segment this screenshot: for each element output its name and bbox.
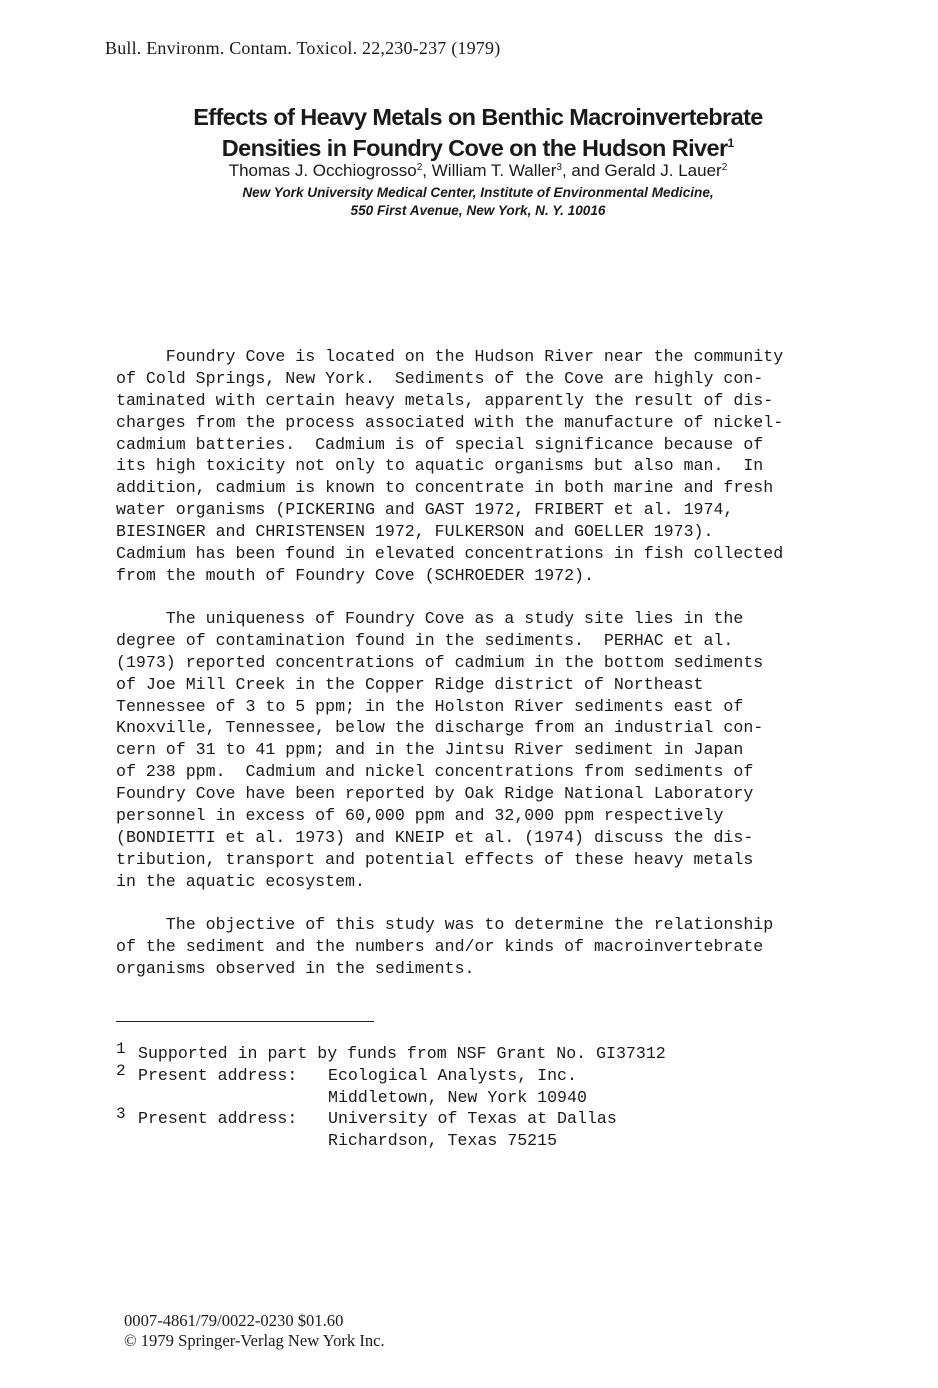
text-line: The uniqueness of Foundry Cove as a study site lies in the (116, 609, 744, 628)
footnote-divider (116, 1021, 374, 1022)
text-line: degree of contamination found in the sediments. PERHAC et al. (116, 630, 734, 650)
text-line: (BONDIETTI et al. 1973) and KNEIP et al. (1974) discuss the dis- (116, 827, 754, 847)
text-line: Knoxville, Tennessee, below the discharge from an industrial con- (116, 718, 764, 738)
text-line: personnel in excess of 60,000 ppm and 32,000 ppm respectively (116, 806, 724, 826)
author-3: , and Gerald J. Lauer (561, 161, 722, 180)
footnote-2-line-2: Middletown, New York 10940 (328, 1088, 587, 1107)
author-3-mark[interactable]: 2 (721, 162, 728, 173)
footnote-2-label: Present address: (138, 1066, 298, 1085)
paragraph-intro (116, 346, 783, 587)
footnote-2-line-1: Ecological Analysts, Inc. (328, 1066, 577, 1085)
issn-price-line: 0007-4861/79/0022-0230 $01.60 (124, 1311, 344, 1330)
text-line: Foundry Cove have been reported by Oak Ridge National Laboratory (116, 784, 754, 804)
text-line: Tennessee of 3 to 5 ppm; in the Holston River sediments east of (116, 696, 744, 716)
text-line: of the sediment and the numbers and/or kinds of macroinvertebrate (116, 936, 764, 956)
author-2: , William T. Waller (422, 161, 557, 180)
footnote-3-number: 3 (116, 1105, 126, 1123)
author-1-mark[interactable]: 2 (416, 162, 423, 173)
text-line: tribution, transport and potential effects of these heavy metals (116, 849, 754, 869)
author-1: Thomas J. Occhiogrosso (228, 161, 417, 180)
footnote-2-number: 2 (116, 1062, 126, 1080)
journal-reference: Bull. Environm. Contam. Toxicol. 22,230-237 (1979) (105, 38, 501, 58)
text-line: of Cold Springs, New York. Sediments of the Cove are highly con- (116, 368, 764, 388)
text-line: cern of 31 to 41 ppm; and in the Jintsu River sediment in Japan (116, 740, 744, 760)
footnote-3-line-1: University of Texas at Dallas (328, 1109, 617, 1128)
text-line: of 238 ppm. Cadmium and nickel concentrations from sediments of (116, 762, 754, 782)
text-line: taminated with certain heavy metals, apparently the result of dis- (116, 390, 774, 410)
title-footnote-mark[interactable]: 1 (727, 136, 735, 150)
text-line: in the aquatic ecosystem. (116, 871, 365, 891)
text-line: BIESINGER and CHRISTENSEN 1972, FULKERSON and GOELLER 1973). (116, 522, 714, 542)
text-line: water organisms (PICKERING and GAST 1972, FRIBERT et al. 1974, (116, 500, 734, 520)
footnote-2-continuation (116, 1087, 587, 1109)
article-title-line-1 (0, 104, 938, 130)
text-line: cadmium batteries. Cadmium is of special significance because of (116, 434, 764, 454)
text-line: charges from the process associated with the manufacture of nickel- (116, 412, 784, 432)
author-list (0, 157, 938, 182)
footnote-3 (116, 1105, 617, 1131)
footnote-1-number: 1 (116, 1040, 126, 1058)
affiliation-line-1: New York University Medical Center, Institute of Environmental Medicine, (242, 185, 714, 200)
author-2-mark[interactable]: 3 (556, 162, 562, 173)
title-line-1-text: Effects of Heavy Metals on Benthic Macroinvertebrate (193, 104, 763, 130)
footnote-3-line-2: Richardson, Texas 75215 (328, 1131, 558, 1150)
footnote-1 (116, 1040, 666, 1066)
text-line: its high toxicity not only to aquatic organisms but also man. In (116, 456, 764, 476)
title-line-2-text: Densities in Foundry Cove on the Hudson River (221, 135, 728, 161)
text-line: (1973) reported concentrations of cadmium in the bottom sediments (116, 652, 764, 672)
text-line: of Joe Mill Creek in the Copper Ridge district of Northeast (116, 674, 704, 694)
text-line: addition, cadmium is known to concentrate in both marine and fresh (116, 478, 774, 498)
footnote-3-label: Present address: (138, 1109, 298, 1128)
paragraph-objective (116, 914, 773, 980)
text-line: Cadmium has been found in elevated concentrations in fish collected (116, 544, 784, 564)
affiliation-line-2: 550 First Avenue, New York, N. Y. 10016 (350, 203, 606, 218)
text-line: The objective of this study was to determine the relationship (116, 915, 774, 934)
footnote-3-continuation (116, 1130, 557, 1152)
paragraph-uniqueness (116, 608, 763, 893)
text-line: Foundry Cove is located on the Hudson River near the community (116, 347, 784, 366)
text-line: organisms observed in the sediments. (116, 958, 475, 978)
copyright-line: © 1979 Springer-Verlag New York Inc. (124, 1331, 385, 1350)
text-line: from the mouth of Foundry Cove (SCHROEDER 1972). (116, 565, 594, 585)
footnote-2 (116, 1062, 577, 1088)
footnote-1-text: Supported in part by funds from NSF Grant No. GI37312 (138, 1044, 666, 1063)
